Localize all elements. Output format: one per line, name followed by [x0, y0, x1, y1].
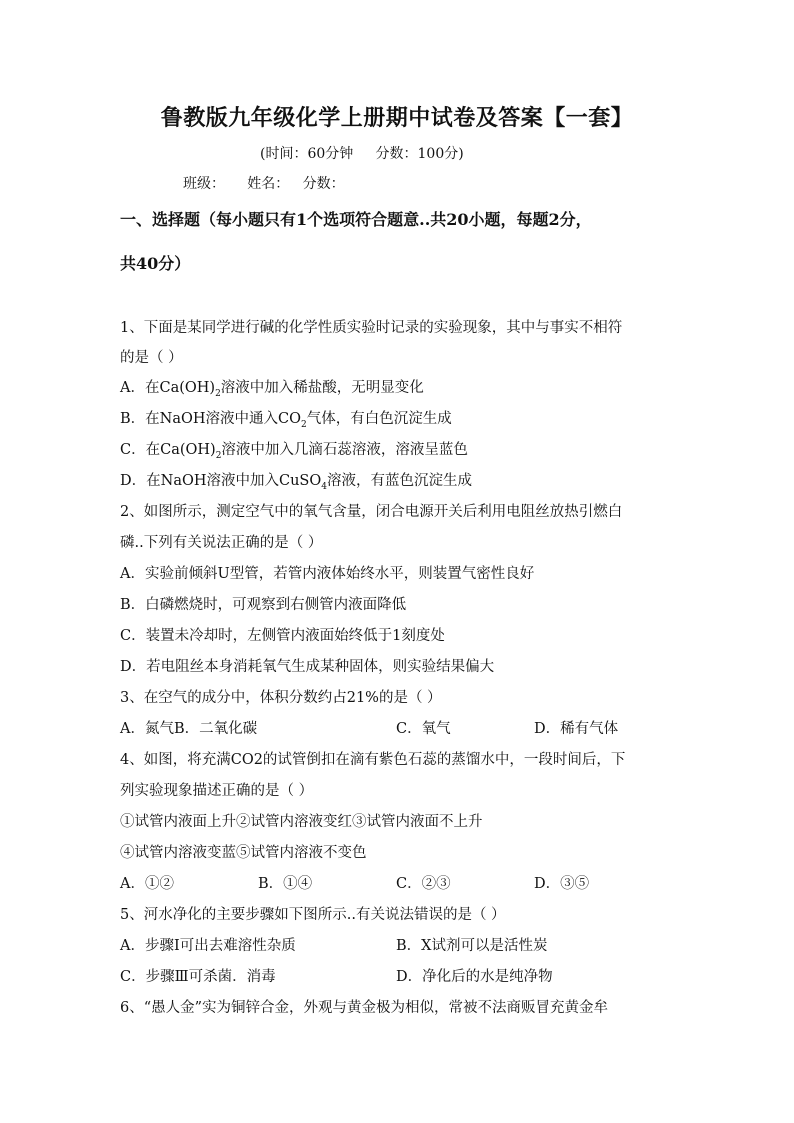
- q1-stem-line-2: 的是（ ）: [120, 350, 183, 366]
- q2-stem-line-1: 2、如图所示，测定空气中的氧气含量，闭合电源开关后利用电阻丝放热引燃白: [120, 504, 623, 520]
- q1-option-a-part2: 溶液中加入稀盐酸，无明显变化: [220, 380, 424, 396]
- q2-option-c: C．装置未冷却时，左侧管内液面始终低于1刻度处: [120, 628, 445, 644]
- q4-statements-line-2: ④试管内溶液变蓝⑤试管内溶液不变色: [120, 845, 367, 861]
- q4-option-c: C．②③: [396, 876, 451, 892]
- q1-option-a: [120, 375, 424, 407]
- q1-option-a-sub: 2: [215, 388, 221, 399]
- q1-option-b-sub: 2: [301, 419, 307, 430]
- q3-option-d: D．稀有气体: [534, 721, 619, 737]
- q4-stem-line-1: 4、如图，将充满CO2的试管倒扣在滴有紫色石蕊的蒸馏水中，一段时间后，下: [120, 752, 626, 768]
- q1-stem-line-1: 1、下面是某同学进行碱的化学性质实验时记录的实验现象，其中与事实不相符: [120, 320, 623, 336]
- q2-option-d: D．若电阻丝本身消耗氧气生成某种固体，则实验结果偏大: [120, 659, 495, 675]
- q4-options-row: [120, 871, 690, 897]
- q1-option-c-sub: 2: [215, 450, 222, 461]
- q6-stem-line-1: 6、“愚人金”实为铜锌合金，外观与黄金极为相似，常被不法商贩冒充黄金牟: [120, 1000, 609, 1016]
- q2-option-a: A．实验前倾斜U型管，若管内液体始终水平，则装置气密性良好: [120, 566, 535, 582]
- q1-option-c-part1: C．在Ca(OH): [120, 442, 216, 458]
- q4-statements-line-1: ①试管内液面上升②试管内溶液变红③试管内液面不上升: [120, 814, 483, 830]
- q3-stem: 3、在空气的成分中，体积分数约占21%的是（ ）: [120, 690, 442, 706]
- q1-option-d: [120, 468, 472, 500]
- student-info-line: 班级： 姓名： 分数：: [183, 176, 345, 192]
- q5-option-a: A．步骤Ⅰ可出去难溶性杂质: [120, 938, 296, 954]
- q4-stem-line-2: 列实验现象描述正确的是（ ）: [120, 783, 314, 799]
- q1-option-d-part2: 溶液，有蓝色沉淀生成: [326, 473, 472, 489]
- q1-option-b: [120, 406, 452, 438]
- q5-option-d: D．净化后的水是纯净物: [396, 969, 553, 985]
- exam-time-score: (时间：60分钟 分数：100分): [260, 146, 464, 162]
- section-heading-line-2: 共40分）: [120, 254, 191, 273]
- q1-option-b-part1: B．在NaOH溶液中通入CO: [120, 411, 302, 427]
- q1-option-d-sub: 4: [321, 481, 327, 492]
- q1-option-b-part2: 气体，有白色沉淀生成: [306, 411, 452, 427]
- q3-options-row: [120, 716, 690, 742]
- q2-option-b: B．白磷燃烧时，可观察到右侧管内液面降低: [120, 597, 407, 613]
- q2-stem-line-2: 磷..下列有关说法正确的是（ ）: [120, 535, 323, 551]
- q3-option-c: C．氧气: [396, 721, 451, 737]
- q4-option-a: A．①②: [120, 876, 174, 892]
- section-heading-line-1: 一、选择题（每小题只有1个选项符合题意..共20小题，每题2分，: [120, 210, 592, 229]
- q1-option-c: [120, 437, 468, 469]
- q5-option-b: B．X试剂可以是活性炭: [396, 938, 548, 954]
- q5-options-row-2: [120, 964, 690, 990]
- section-heading: [120, 198, 690, 286]
- q3-option-ab: A．氮气B．二氧化碳: [120, 721, 258, 737]
- q4-option-b: B．①④: [258, 876, 313, 892]
- q1-option-c-part2: 溶液中加入几滴石蕊溶液，溶液呈蓝色: [221, 442, 468, 458]
- q5-option-c: C．步骤Ⅲ可杀菌．消毒: [120, 969, 276, 985]
- q5-stem: 5、河水净化的主要步骤如下图所示..有关说法错误的是（ ）: [120, 907, 506, 923]
- q5-options-row-1: [120, 933, 690, 959]
- exam-title: 鲁教版九年级化学上册期中试卷及答案【一套】: [160, 105, 634, 131]
- q1-option-d-part1: D．在NaOH溶液中加入CuSO: [120, 473, 322, 489]
- q4-option-d: D．③⑤: [534, 876, 590, 892]
- q1-option-a-part1: A．在Ca(OH): [120, 380, 216, 396]
